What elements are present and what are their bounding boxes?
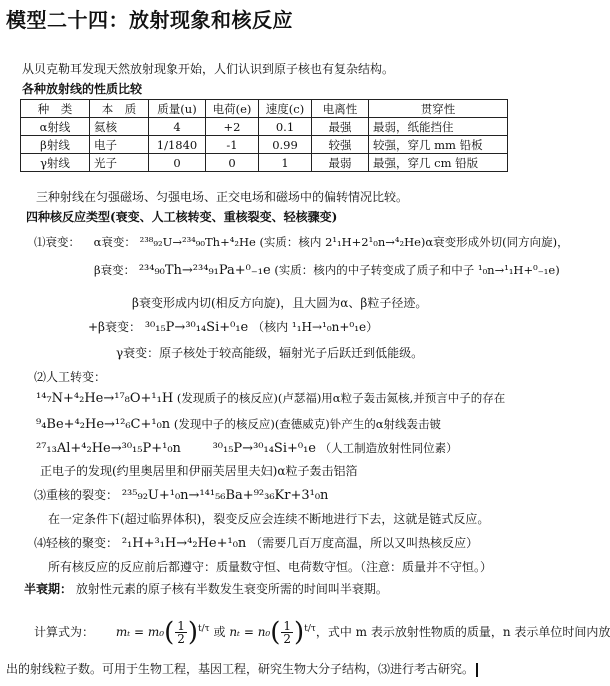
artificial-equation-1: ¹⁴₇N+⁴₂He→¹⁷₈O+¹₁H [36,391,174,406]
artificial-equation-2: ⁹₄Be+⁴₂He→¹²₆C+¹₀n [36,417,171,432]
last-line-text: 出的射线粒子数。可用于生物工程，基因工程，研究生物大分子结构，⑶进行考古研究。 [6,662,475,676]
table-row [21,118,508,136]
table-cell: +2 [206,118,259,136]
artificial-eq1-line [36,390,505,406]
table-cell: 光子 [90,154,149,172]
table-header: 电离性 [312,100,369,118]
formula-note: ，式中 m 表示放射性物质的质量，n 表示单位时间内放 [315,625,610,639]
beta-plus-decay-equation: ³⁰₁₅P→³⁰₁₄Si+⁰₁e [144,320,249,335]
table-cell: α射线 [21,118,90,136]
beta-decay-note-2: β衰变形成内切(相反方向旋)，且大圆为α、β粒子径迹。 [132,296,428,310]
fusion-heading: ⑷轻核的聚变： [34,536,119,550]
alpha-decay-label: α衰变： [93,235,136,249]
fraction-numerator: 1 [177,619,185,633]
radiation-table [20,99,508,172]
table-cell: 较强 [312,136,369,154]
table-header: 贯穿性 [369,100,508,118]
alpha-decay-line [34,234,569,250]
table-cell: -1 [206,136,259,154]
table-header: 电荷(e) [206,100,259,118]
fusion-equation: ²₁H+³₁H→⁴₂He+¹₀n [121,536,247,551]
fission-line [34,486,328,503]
fission-equation: ²³⁵₉₂U+¹₀n→¹⁴¹₅₆Ba+⁹²₃₆Kr+3¹₀n [121,488,329,503]
decay-heading: ⑴衰变： [34,235,80,249]
formula-fraction [281,620,293,645]
artificial-equation-4-note: （人工制造放射性同位素） [319,441,458,455]
formula-exponent: t/τ [304,624,316,634]
paren-right: ) [187,617,199,648]
table-cell: 1/1840 [149,136,206,154]
half-life-label: 半衰期： [24,582,73,596]
beta-plus-decay-line [88,318,378,335]
page-title: 模型二十四：放射现象和核反应 [6,8,293,32]
table-header: 速度(c) [259,100,312,118]
table-header: 种 类 [21,100,90,118]
fraction-denominator: 2 [283,632,292,646]
table-cell: 较强，穿几 mm 铅板 [369,136,508,154]
table-cell: 1 [259,154,312,172]
formula-mass-lhs: mₜ = m₀ [115,625,165,639]
table-cell: 最强 [312,118,369,136]
artificial-eq2-line [36,416,441,432]
table-header: 质量(u) [149,100,206,118]
intro-text: 从贝克勒耳发现天然放射现象开始，人们认识到原子核也有复杂结构。 [22,62,395,76]
half-life-formula [34,612,610,650]
deflection-note: 三种射线在匀强磁场、匀强电场、正交电场和磁场中的偏转情况比较。 [36,190,409,204]
beta-plus-decay-label: +β衰变： [88,320,141,334]
formula-count-lhs: nₜ = n₀ [229,625,271,639]
text-cursor [476,663,478,677]
artificial-heading: ⑵人工转变： [34,370,107,384]
beta-decay-label: β衰变： [94,263,136,277]
fission-heading: ⑶重核的裂变： [34,488,119,502]
half-life-text: 放射性元素的原子核有半数发生衰变所需的时间叫半衰期。 [75,582,388,596]
table-cell: β射线 [21,136,90,154]
table-cell: 最弱 [312,154,369,172]
artificial-equation-3: ²⁷₁₃Al+⁴₂He→³⁰₁₅P+¹₀n [36,441,181,456]
table-row [21,154,508,172]
artificial-equation-2-note: (发现中子的核反应)(查德威克)钋产生的α射线轰击铍 [173,417,442,431]
table-cell: γ射线 [21,154,90,172]
alpha-decay-equation: ²³⁸₉₂U→²³⁴₉₀Th+⁴₂He [139,235,256,249]
table-cell: 氦核 [90,118,149,136]
four-types-title: 四种核反应类型(衰变、人工核转变、重核裂变、轻核骤变) [26,210,338,224]
table-cell: 最强，穿几 cm 铅版 [369,154,508,172]
table-cell: 0 [149,154,206,172]
formula-fraction [175,620,187,645]
fraction-numerator: 1 [283,619,292,633]
table-cell: 4 [149,118,206,136]
last-line [6,660,478,677]
table-header-row [21,100,508,118]
artificial-eq3-line [36,440,458,456]
conservation-note: 所有核反应的反应前后都遵守：质量数守恒、电荷数守恒。（注意：质量并不守恒。） [48,560,493,574]
table-cell: 0.99 [259,136,312,154]
positron-note: 正电子的发现(约里奥居里和伊丽芙居里夫妇)α粒子轰击铝箔 [40,464,358,478]
half-life-line [24,580,388,597]
formula-label: 计算式为： [34,625,95,639]
fraction-denominator: 2 [177,632,185,646]
artificial-equation-1-note: (发现质子的核反应)(卢瑟福)用α粒子轰击氮核,并预言中子的存在 [176,391,506,405]
table-row [21,136,508,154]
table-title: 各种放射线的性质比较 [22,82,143,96]
table-cell: 最弱，纸能挡住 [369,118,508,136]
table-cell: 电子 [90,136,149,154]
table-cell: 0.1 [259,118,312,136]
formula-or: 或 [213,625,226,639]
table-header: 本 质 [90,100,149,118]
gamma-decay-line: γ衰变：原子核处于较高能级，辐射光子后跃迁到低能级。 [116,346,424,360]
paren-left: ( [164,617,175,648]
beta-decay-note: (实质：核内的中子转变成了质子和中子 ¹₀n→¹₁H+⁰₋₁e) [274,263,560,277]
fusion-line [34,534,478,551]
fission-note: 在一定条件下(超过临界体积)，裂变反应会连续不断地进行下去，这就是链式反应。 [48,512,490,526]
paren-left: ( [270,617,281,648]
formula-exponent: t/τ [198,624,210,634]
alpha-decay-note: (实质：核内 2¹₁H+2¹₀n→⁴₂He)α衰变形成外切(同方向旋)， [259,235,569,249]
paren-right: ) [294,617,305,648]
artificial-equation-4: ³⁰₁₅P→³⁰₁₄Si+⁰₁e [212,441,316,456]
fusion-note: （需要几百万度高温，所以又叫热核反应） [250,536,479,550]
beta-decay-equation: ²³⁴₉₀Th→²³⁴₉₁Pa+⁰₋₁e [138,263,271,278]
beta-decay-line [94,262,560,278]
table-cell: 0 [206,154,259,172]
beta-plus-decay-note: （核内 ¹₁H→¹₀n+⁰₁e） [252,320,379,334]
